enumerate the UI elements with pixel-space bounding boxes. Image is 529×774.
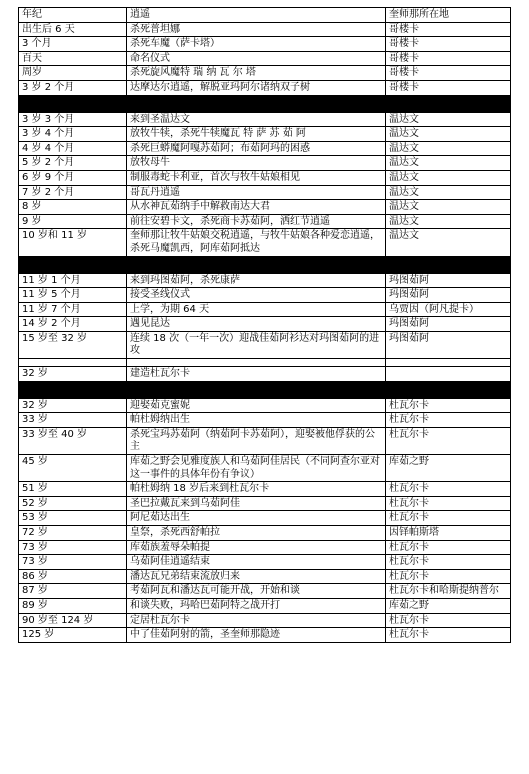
table-row [19, 628, 511, 643]
cell-location: 温达文 [386, 200, 511, 215]
cell-pastime: 杀死旋风魔特 瑞 纳 瓦 尔 塔 [127, 66, 386, 81]
header-pastime: 逍遥 [127, 8, 386, 23]
table-row [19, 455, 511, 482]
lila-timeline-document [18, 7, 511, 643]
cell-age: 32 岁 [19, 398, 127, 413]
cell-age: 3 岁 3 个月 [19, 112, 127, 127]
cell-location: 杜瓦尔卡 [386, 413, 511, 428]
cell-pastime: 杀死巨蟒魔阿嘎苏茹阿；布茹阿玛的困惑 [127, 141, 386, 156]
cell-location: 温达文 [386, 229, 511, 256]
table-row [19, 127, 511, 142]
cell-age: 9 岁 [19, 214, 127, 229]
cell-location: 玛图茹阿 [386, 331, 511, 358]
cell-age: 11 岁 1 个月 [19, 273, 127, 288]
section-divider-cell [386, 381, 511, 398]
cell-location: 库茹之野 [386, 455, 511, 482]
cell-location: 温达文 [386, 170, 511, 185]
table-row [19, 540, 511, 555]
cell-location: 温达文 [386, 127, 511, 142]
cell-location: 库茹之野 [386, 598, 511, 613]
cell-pastime: 命名仪式 [127, 51, 386, 66]
table-row [19, 427, 511, 454]
cell-pastime: 杀死宝玛苏茹阿（纳茹阿卡苏茹阿），迎娶被他俘获的公主 [127, 427, 386, 454]
cell-location: 杜瓦尔卡 [386, 398, 511, 413]
table-row [19, 214, 511, 229]
cell-age: 125 岁 [19, 628, 127, 643]
cell-age: 11 岁 5 个月 [19, 288, 127, 303]
cell-location: 哥楼卡 [386, 66, 511, 81]
cell-location: 杜瓦尔卡 [386, 427, 511, 454]
table-row [19, 569, 511, 584]
cell-pastime [127, 359, 386, 367]
cell-location: 玛图茹阿 [386, 317, 511, 332]
table-row [19, 37, 511, 52]
table-row [19, 22, 511, 37]
cell-age: 51 岁 [19, 482, 127, 497]
cell-pastime: 放牧母牛 [127, 156, 386, 171]
cell-age: 3 岁 4 个月 [19, 127, 127, 142]
table-row [19, 185, 511, 200]
table-row [19, 80, 511, 95]
cell-location: 温达文 [386, 214, 511, 229]
cell-pastime: 库茹族羞辱朵帕提 [127, 540, 386, 555]
table-row [19, 273, 511, 288]
cell-location: 杜瓦尔卡 [386, 496, 511, 511]
table-row [19, 66, 511, 81]
table-row [19, 555, 511, 570]
cell-location [386, 359, 511, 367]
cell-age: 52 岁 [19, 496, 127, 511]
cell-age: 86 岁 [19, 569, 127, 584]
table-row [19, 496, 511, 511]
table-row [19, 482, 511, 497]
header-location: 奎师那所在地 [386, 8, 511, 23]
cell-location: 杜瓦尔卡 [386, 482, 511, 497]
cell-pastime: 皇祭，杀死西舒帕拉 [127, 526, 386, 541]
cell-pastime: 定居杜瓦尔卡 [127, 613, 386, 628]
cell-age: 出生后 6 天 [19, 22, 127, 37]
table-row [19, 526, 511, 541]
table-row [19, 156, 511, 171]
table-row [19, 229, 511, 256]
cell-location: 温达文 [386, 141, 511, 156]
table-row [19, 141, 511, 156]
cell-pastime: 放牧牛犊，杀死牛犊魔瓦 特 萨 苏 茹 阿 [127, 127, 386, 142]
cell-age: 87 岁 [19, 584, 127, 599]
table-row [19, 598, 511, 613]
table-row [19, 170, 511, 185]
section-divider-cell [19, 256, 127, 273]
cell-pastime: 连续 18 次（一年一次）迎战佳茹阿衫达对玛图茹阿的进攻 [127, 331, 386, 358]
table-row [19, 511, 511, 526]
cell-pastime: 潘达瓦兄弟结束流放归来 [127, 569, 386, 584]
table-row [19, 413, 511, 428]
cell-pastime: 哥瓦丹逍遥 [127, 185, 386, 200]
cell-location: 哥楼卡 [386, 51, 511, 66]
lila-timeline-table [18, 7, 511, 643]
table-row [19, 288, 511, 303]
table-row [19, 331, 511, 358]
table-row [19, 317, 511, 332]
header-age: 年纪 [19, 8, 127, 23]
cell-age: 73 岁 [19, 540, 127, 555]
table-row [19, 200, 511, 215]
cell-location: 杜瓦尔卡 [386, 511, 511, 526]
cell-pastime: 库茹之野会见雅度族人和乌茹阿佳居民（不同阿查尔亚对这一事件的具体年份有争议） [127, 455, 386, 482]
cell-location: 杜瓦尔卡和哈斯提纳普尔 [386, 584, 511, 599]
cell-location: 哥楼卡 [386, 37, 511, 52]
table-row [19, 112, 511, 127]
cell-pastime: 来到玛图茹阿，杀死康萨 [127, 273, 386, 288]
cell-pastime: 前往安碧卡文，杀死商卡苏茹阿，洒红节逍遥 [127, 214, 386, 229]
cell-location: 温达文 [386, 156, 511, 171]
cell-age: 45 岁 [19, 455, 127, 482]
cell-age: 7 岁 2 个月 [19, 185, 127, 200]
table-body [19, 8, 511, 643]
section-divider [19, 95, 511, 112]
cell-location [386, 367, 511, 382]
section-divider [19, 256, 511, 273]
cell-pastime: 从水神瓦茹纳手中解救南达大君 [127, 200, 386, 215]
cell-location: 杜瓦尔卡 [386, 540, 511, 555]
table-row [19, 367, 511, 382]
table-row [19, 584, 511, 599]
cell-pastime: 建造杜瓦尔卡 [127, 367, 386, 382]
table-row [19, 613, 511, 628]
cell-age: 32 岁 [19, 367, 127, 382]
section-divider-cell [19, 95, 127, 112]
cell-age: 5 岁 2 个月 [19, 156, 127, 171]
section-divider-cell [127, 256, 386, 273]
cell-pastime: 圣巴拉戴瓦来到乌茹阿佳 [127, 496, 386, 511]
cell-pastime: 杀死普坦娜 [127, 22, 386, 37]
cell-pastime: 阿尼茹达出生 [127, 511, 386, 526]
section-divider-cell [19, 381, 127, 398]
cell-pastime: 帕杜姆纳 18 岁后来到杜瓦尔卡 [127, 482, 386, 497]
section-divider [19, 381, 511, 398]
cell-age: 14 岁 2 个月 [19, 317, 127, 332]
section-divider-cell [127, 381, 386, 398]
cell-location: 温达文 [386, 185, 511, 200]
cell-age: 8 岁 [19, 200, 127, 215]
cell-location: 玛图茹阿 [386, 273, 511, 288]
cell-age [19, 359, 127, 367]
cell-pastime: 奎师那让牧牛姑娘交税逍遥，与牧牛姑娘各种爱恋逍遥，杀死马魔凯西，阿库茹阿抵达 [127, 229, 386, 256]
cell-pastime: 和谈失败，玛哈巴茹阿特之战开打 [127, 598, 386, 613]
cell-age: 4 岁 4 个月 [19, 141, 127, 156]
section-divider-cell [386, 256, 511, 273]
cell-pastime: 制服毒蛇卡利亚，首次与牧牛姑娘相见 [127, 170, 386, 185]
cell-age: 33 岁 [19, 413, 127, 428]
table-header-row [19, 8, 511, 23]
cell-location: 因铎帕斯塔 [386, 526, 511, 541]
cell-location: 杜瓦尔卡 [386, 569, 511, 584]
cell-location: 哥楼卡 [386, 22, 511, 37]
cell-age: 15 岁至 32 岁 [19, 331, 127, 358]
cell-pastime: 达摩达尔逍遥，解脱亚玛阿尔诸纳双子树 [127, 80, 386, 95]
cell-pastime: 来到圣温达文 [127, 112, 386, 127]
table-row [19, 398, 511, 413]
cell-location: 杜瓦尔卡 [386, 613, 511, 628]
cell-location: 杜瓦尔卡 [386, 555, 511, 570]
cell-location: 杜瓦尔卡 [386, 628, 511, 643]
cell-age: 3 个月 [19, 37, 127, 52]
cell-pastime: 遇见昆达 [127, 317, 386, 332]
section-divider-cell [386, 95, 511, 112]
cell-pastime: 上学，为期 64 天 [127, 302, 386, 317]
cell-age: 11 岁 7 个月 [19, 302, 127, 317]
cell-age: 89 岁 [19, 598, 127, 613]
cell-age: 10 岁和 11 岁 [19, 229, 127, 256]
table-row [19, 302, 511, 317]
cell-location: 玛图茹阿 [386, 288, 511, 303]
cell-location: 乌贾因（阿凡提卡） [386, 302, 511, 317]
cell-age: 90 岁至 124 岁 [19, 613, 127, 628]
cell-age: 73 岁 [19, 555, 127, 570]
cell-location: 温达文 [386, 112, 511, 127]
table-row [19, 51, 511, 66]
cell-location: 哥楼卡 [386, 80, 511, 95]
cell-age: 72 岁 [19, 526, 127, 541]
cell-pastime: 考茹阿瓦和潘达瓦可能开战，开始和谈 [127, 584, 386, 599]
cell-age: 6 岁 9 个月 [19, 170, 127, 185]
cell-pastime: 杀死车魔（萨卡塔） [127, 37, 386, 52]
cell-age: 周岁 [19, 66, 127, 81]
cell-age: 3 岁 2 个月 [19, 80, 127, 95]
cell-age: 百天 [19, 51, 127, 66]
cell-pastime: 中了佳茹阿射的箭，圣奎师那隐迹 [127, 628, 386, 643]
cell-age: 33 岁至 40 岁 [19, 427, 127, 454]
cell-pastime: 帕杜姆纳出生 [127, 413, 386, 428]
cell-age: 53 岁 [19, 511, 127, 526]
table-row [19, 359, 511, 367]
cell-pastime: 迎娶茹克蜜妮 [127, 398, 386, 413]
cell-pastime: 接受圣线仪式 [127, 288, 386, 303]
section-divider-cell [127, 95, 386, 112]
cell-pastime: 乌茹阿佳逍遥结束 [127, 555, 386, 570]
